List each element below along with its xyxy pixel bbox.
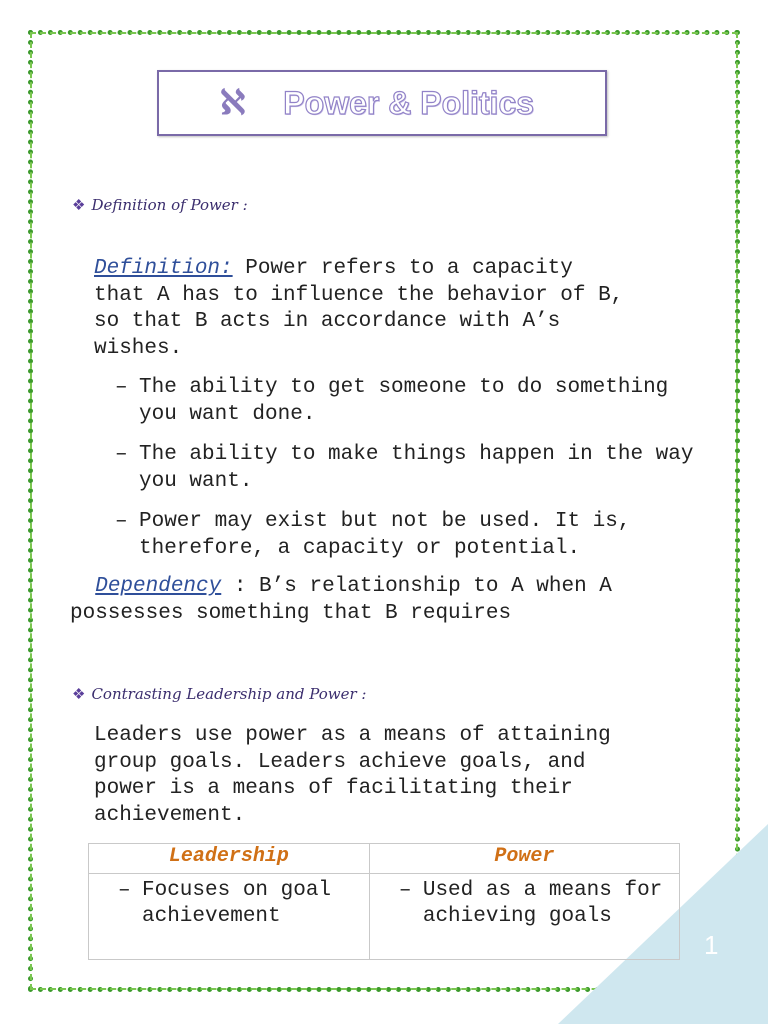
definition-paragraph	[94, 256, 623, 362]
definition-term: Definition:	[94, 257, 233, 280]
table-header-row	[89, 844, 680, 874]
dash-bullet: –	[115, 443, 128, 466]
cell-item	[371, 878, 678, 930]
list-item-text: The ability to make things happen in the way you want.	[139, 443, 694, 493]
dash-bullet: –	[115, 376, 128, 399]
dependency-paragraph	[70, 574, 612, 627]
section-heading-definition	[72, 196, 248, 214]
diamond-bullet-icon: ❖	[72, 685, 86, 703]
contrast-paragraph: Leaders use power as a means of attaining group goals. Leaders achieve goals, and power is a means of facilitating their achievement.	[94, 724, 611, 827]
cell-text: Focuses on goal achievement	[142, 879, 332, 928]
page-number: 1	[704, 930, 719, 960]
aleph-symbol: ℵ	[219, 83, 246, 123]
table-header: Leadership	[89, 844, 370, 874]
definition-text: Power refers to a capacity that A has to influence the behavior of B, so that B acts in accordance with A’s wishes.	[94, 257, 624, 360]
section-heading-text: Definition of Power :	[91, 196, 248, 214]
list-item	[115, 509, 699, 562]
dash-bullet: –	[118, 879, 131, 902]
list-item-text: The ability to get someone to do something you want done.	[139, 376, 669, 426]
dependency-term: Dependency	[95, 575, 222, 598]
dash-bullet: –	[398, 879, 412, 902]
table-header: Power	[369, 844, 679, 874]
cell-item	[90, 878, 368, 930]
list-item	[115, 442, 699, 495]
list-item	[115, 375, 699, 428]
comparison-table	[88, 843, 680, 960]
dependency-text: : B’s relationship to A when A possesses something that B requires	[70, 575, 612, 625]
list-item-text: Power may exist but not be used. It is, therefore, a capacity or potential.	[139, 510, 631, 560]
page-title: Power & Politics	[283, 84, 535, 121]
table-cell	[369, 874, 679, 960]
section-heading-contrast	[72, 685, 366, 703]
table-row	[89, 874, 680, 960]
dash-bullet: –	[115, 510, 128, 533]
table-cell	[89, 874, 370, 960]
section-heading-text: Contrasting Leadership and Power :	[91, 685, 367, 703]
cell-text: Used as a means for achieving goals	[422, 879, 663, 928]
title-box	[157, 70, 607, 136]
diamond-bullet-icon: ❖	[72, 196, 86, 214]
